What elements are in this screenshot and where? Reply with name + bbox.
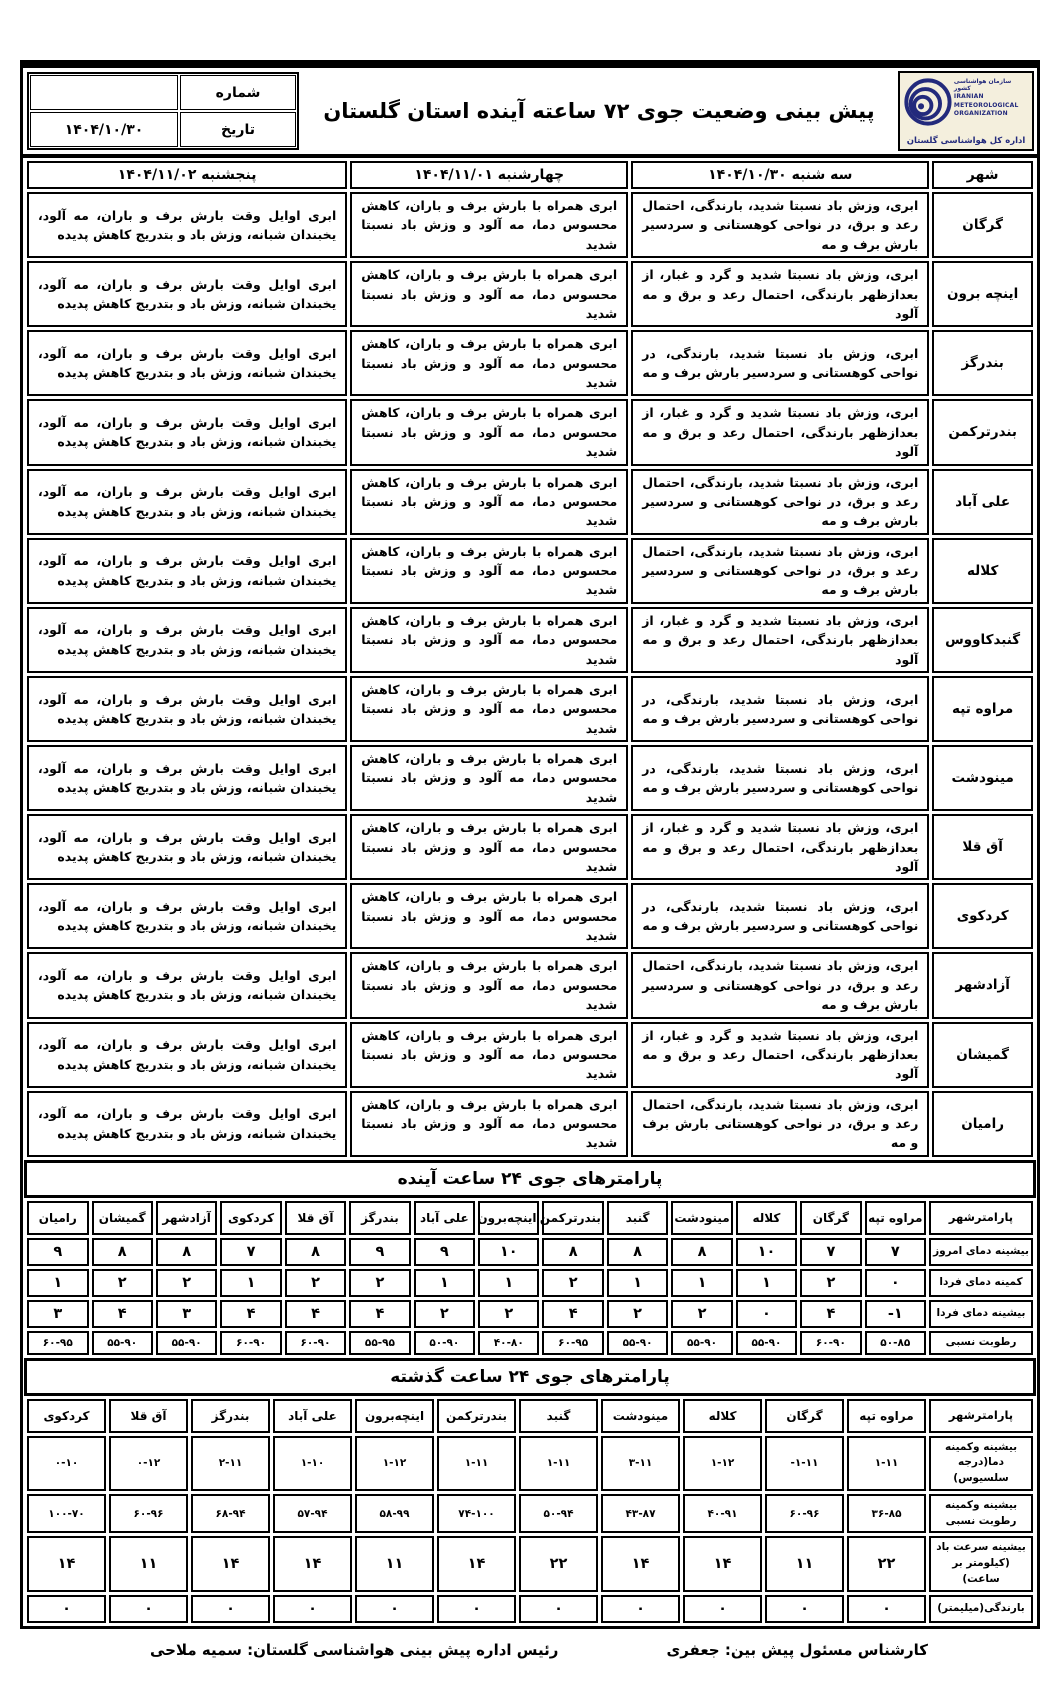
forecast-text-day1: ابری، وزش باد نسبتا شدید، بارندگی، در نواحی کوهستانی و سردسیر بارش برف و مه: [631, 745, 929, 811]
params-header-row: [27, 1399, 1033, 1433]
param-value: ۵۵-۹۰: [156, 1331, 217, 1355]
param-value: ۰: [191, 1595, 270, 1623]
forecast-text-day1: ابری، وزش باد نسبتا شدید و گرد و غبار، از بعدازظهر بارندگی، احتمال رعد و برق و مه آلود: [631, 607, 929, 673]
param-value: ۹: [349, 1238, 410, 1266]
param-value: ۱۴: [27, 1536, 106, 1591]
number-value: [30, 75, 178, 110]
param-value: ۲-۱۱: [191, 1436, 270, 1491]
param-city-header: بندرترکمن: [437, 1399, 516, 1433]
param-value: ۲۲: [847, 1536, 926, 1591]
date-value: ۱۴۰۴/۱۰/۳۰: [30, 112, 178, 147]
param-city-header: مراوه تپه: [865, 1201, 926, 1235]
param-value: ۱: [671, 1269, 732, 1297]
param-city-header: بندرگز: [349, 1201, 410, 1235]
param-value: ۰: [865, 1269, 926, 1297]
param-value: ۱۱: [109, 1536, 188, 1591]
param-value: ۴۳-۸۷: [601, 1494, 680, 1534]
param-value: ۵۵-۹۰: [736, 1331, 797, 1355]
param-value: ۱۱: [765, 1536, 844, 1591]
param-value: ۶۰-۹۰: [220, 1331, 281, 1355]
param-row-label: کمینه دمای فردا: [929, 1269, 1033, 1297]
forecast-row: [27, 814, 1033, 880]
param-value: ۱: [27, 1269, 89, 1297]
param-city-header: آق قلا: [109, 1399, 188, 1433]
param-value: ۸: [671, 1238, 732, 1266]
param-value: ۱: [478, 1269, 539, 1297]
forecaster-signature: کارشناس مسئول پیش بین: جعفری: [666, 1640, 928, 1659]
day3-column-header: پنجشنبه ۱۴۰۴/۱۱/۰۲: [27, 161, 347, 189]
param-value: ۱: [736, 1269, 797, 1297]
param-value: ۴: [220, 1300, 281, 1328]
param-value: ۵۸-۹۹: [355, 1494, 434, 1534]
param-city-header: کردکوی: [27, 1399, 106, 1433]
param-value: ۱-۱۰: [273, 1436, 352, 1491]
param-city-header: گمیشان: [92, 1201, 153, 1235]
param-city-header: گرگان: [800, 1201, 861, 1235]
param-value: ۱۴: [273, 1536, 352, 1591]
forecast-text-day2: ابری همراه با بارش برف و باران، کاهش محسوس دما، مه آلود و وزش باد نسبتا شدید: [350, 330, 628, 396]
city-name: مراوه تپه: [932, 676, 1033, 742]
forecast-text-day3: ابری اوایل وقت بارش برف و باران، مه آلود، یخبندان شبانه، وزش باد و بتدریج کاهش پدیده: [27, 814, 347, 880]
param-value: ۹: [27, 1238, 89, 1266]
param-value: ۶۰-۹۰: [800, 1331, 861, 1355]
past-params-wrap: [23, 1396, 1037, 1626]
forecast-table-wrap: [23, 158, 1037, 1160]
param-value: ۷: [220, 1238, 281, 1266]
org-name-en-3: ORGANIZATION: [953, 109, 1008, 117]
forecast-row: [27, 192, 1033, 258]
param-value: ۱: [607, 1269, 668, 1297]
param-city-header: مراوه تپه: [847, 1399, 926, 1433]
forecast-row: [27, 952, 1033, 1018]
param-value: ۷: [800, 1238, 861, 1266]
param-value: ۱-۱۲: [683, 1436, 762, 1491]
param-value: ۷۴-۱۰۰: [437, 1494, 516, 1534]
param-value: ۱۴: [191, 1536, 270, 1591]
param-value: ۵۵-۹۰: [92, 1331, 153, 1355]
city-name: بندرگز: [932, 330, 1033, 396]
param-value: ۰-۱۰: [27, 1436, 106, 1491]
meteorological-spiral-icon: [902, 76, 954, 128]
param-value: ۵۵-۹۰: [671, 1331, 732, 1355]
past-params-title: پارامترهای جوی ۲۴ ساعت گذشته: [24, 1358, 1036, 1396]
param-row: [27, 1536, 1033, 1591]
param-value: ۱-۱۱: [519, 1436, 598, 1491]
future-params-wrap: [23, 1198, 1037, 1358]
forecast-text-day1: ابری، وزش باد نسبتا شدید، بارندگی، احتمال رعد و برق، در نواحی کوهستانی و سردسیر بارش برف و مه: [631, 469, 929, 535]
param-value: ۴: [92, 1300, 153, 1328]
day1-column-header: سه شنبه ۱۴۰۴/۱۰/۳۰: [631, 161, 929, 189]
org-name-en-1: IRANIAN: [953, 93, 984, 101]
forecast-header-row: [27, 161, 1033, 189]
param-value: ۱-۱۱: [847, 1436, 926, 1491]
org-name-lines: [954, 76, 1030, 117]
forecast-row: [27, 261, 1033, 327]
office-name: اداره کل هواشناسی گلستان: [906, 136, 1026, 146]
city-name: آزادشهر: [932, 952, 1033, 1018]
city-name: علی آباد: [932, 469, 1033, 535]
param-value: ۲: [349, 1269, 410, 1297]
forecast-text-day1: ابری، وزش باد نسبتا شدید و گرد و غبار، از بعدازظهر بارندگی، احتمال رعد و برق و مه آلود: [631, 814, 929, 880]
org-name-fa: سازمان هواشناسی کشور: [953, 78, 1012, 93]
forecast-text-day1: ابری، وزش باد نسبتا شدید و گرد و غبار، از بعدازظهر بارندگی، احتمال رعد و برق و مه آلود: [631, 399, 929, 465]
param-value: ۰: [273, 1595, 352, 1623]
document-frame: [20, 60, 1040, 1629]
forecast-row: [27, 330, 1033, 396]
forecast-text-day3: ابری اوایل وقت بارش برف و باران، مه آلود، یخبندان شبانه، وزش باد و بتدریج کاهش پدیده: [27, 676, 347, 742]
day2-column-header: چهارشنبه ۱۴۰۴/۱۱/۰۱: [350, 161, 628, 189]
param-value: ۸: [92, 1238, 153, 1266]
forecast-text-day3: ابری اوایل وقت بارش برف و باران، مه آلود، یخبندان شبانه، وزش باد و بتدریج کاهش پدیده: [27, 883, 347, 949]
param-city-header: علی آباد: [273, 1399, 352, 1433]
param-value: ۰: [519, 1595, 598, 1623]
param-city-header: گنبد: [519, 1399, 598, 1433]
forecast-table: [24, 158, 1036, 1160]
forecast-text-day1: ابری، وزش باد نسبتا شدید، بارندگی، احتمال رعد و برق، در نواحی کوهستانی بارش برف و مه: [631, 1091, 929, 1157]
param-value: ۲: [478, 1300, 539, 1328]
param-value: ۶۰-۹۶: [765, 1494, 844, 1534]
date-label: تاریخ: [180, 112, 296, 147]
forecast-text-day3: ابری اوایل وقت بارش برف و باران، مه آلود، یخبندان شبانه، وزش باد و بتدریج کاهش پدیده: [27, 745, 347, 811]
param-city-corner: پارامترشهر: [929, 1201, 1033, 1235]
city-name: گنبدکاووس: [932, 607, 1033, 673]
org-logo: [898, 71, 1034, 151]
param-row: [27, 1238, 1033, 1266]
param-value: ۰: [736, 1300, 797, 1328]
forecast-text-day3: ابری اوایل وقت بارش برف و باران، مه آلود، یخبندان شبانه، وزش باد و بتدریج کاهش پدیده: [27, 261, 347, 327]
forecast-text-day2: ابری همراه با بارش برف و باران، کاهش محسوس دما، مه آلود و وزش باد نسبتا شدید: [350, 1022, 628, 1088]
param-value: ۱-۱۱: [437, 1436, 516, 1491]
param-value: ۱۰: [736, 1238, 797, 1266]
number-label: شماره: [180, 75, 296, 110]
params-header-row: [27, 1201, 1033, 1235]
param-value: ۵۷-۹۴: [273, 1494, 352, 1534]
document-header: [23, 68, 1037, 158]
forecast-text-day2: ابری همراه با بارش برف و باران، کاهش محسوس دما، مه آلود و وزش باد نسبتا شدید: [350, 883, 628, 949]
param-value: ۲: [542, 1269, 603, 1297]
org-logo-top: [902, 76, 1030, 128]
head-signature: رئیس اداره پیش بینی هواشناسی گلستان: سمیه ملاحی: [150, 1640, 559, 1659]
param-value: ۴: [349, 1300, 410, 1328]
param-city-header: گنبد: [607, 1201, 668, 1235]
param-value: ۶۰-۹۶: [109, 1494, 188, 1534]
param-value: ۱-۱۲: [355, 1436, 434, 1491]
param-value: ۱۴: [601, 1536, 680, 1591]
param-value: ۱۰: [478, 1238, 539, 1266]
param-value: ۸: [285, 1238, 346, 1266]
page-title: پیش بینی وضعیت جوی ۷۲ ساعته آینده استان گلستان: [323, 99, 875, 123]
forecast-row: [27, 883, 1033, 949]
forecast-text-day2: ابری همراه با بارش برف و باران، کاهش محسوس دما، مه آلود و وزش باد نسبتا شدید: [350, 607, 628, 673]
city-name: رامیان: [932, 1091, 1033, 1157]
param-value: ۸: [542, 1238, 603, 1266]
forecast-text-day1: ابری، وزش باد نسبتا شدید، بارندگی، در نواحی کوهستانی و سردسیر بارش برف و مه: [631, 676, 929, 742]
forecast-row: [27, 745, 1033, 811]
param-city-header: آزادشهر: [156, 1201, 217, 1235]
param-value: ۲: [607, 1300, 668, 1328]
param-value: ۴۰-۸۰: [478, 1331, 539, 1355]
param-city-header: مینودشت: [601, 1399, 680, 1433]
param-city-header: رامیان: [27, 1201, 89, 1235]
param-city-header: بندرترکمن: [542, 1201, 603, 1235]
param-row-label: بیشینه وکمینه رطوبت نسبی: [929, 1494, 1033, 1534]
param-value: ۲: [92, 1269, 153, 1297]
forecast-text-day3: ابری اوایل وقت بارش برف و باران، مه آلود، یخبندان شبانه، وزش باد و بتدریج کاهش پدیده: [27, 1091, 347, 1157]
city-name: بندرترکمن: [932, 399, 1033, 465]
forecast-text-day1: ابری، وزش باد نسبتا شدید، بارندگی، احتمال رعد و برق، در نواحی کوهستانی و سردسیر بارش برف و مه: [631, 192, 929, 258]
forecast-text-day2: ابری همراه با بارش برف و باران، کاهش محسوس دما، مه آلود و وزش باد نسبتا شدید: [350, 952, 628, 1018]
forecast-row: [27, 538, 1033, 604]
forecast-text-day1: ابری، وزش باد نسبتا شدید، بارندگی، در نواحی کوهستانی و سردسیر بارش برف و مه: [631, 883, 929, 949]
forecast-text-day1: ابری، وزش باد نسبتا شدید، بارندگی، احتمال رعد و برق، در نواحی کوهستانی و سردسیر بارش برف و مه: [631, 952, 929, 1018]
param-value: ۳۶-۸۵: [847, 1494, 926, 1534]
param-value: ۰-۱۲: [109, 1436, 188, 1491]
param-value: ۰: [683, 1595, 762, 1623]
param-value: ۴: [285, 1300, 346, 1328]
forecast-text-day3: ابری اوایل وقت بارش برف و باران، مه آلود، یخبندان شبانه، وزش باد و بتدریج کاهش پدیده: [27, 538, 347, 604]
city-name: گرگان: [932, 192, 1033, 258]
param-value: -۱-۱۱: [765, 1436, 844, 1491]
city-name: مینودشت: [932, 745, 1033, 811]
param-value: ۶۰-۹۰: [285, 1331, 346, 1355]
param-value: ۷: [865, 1238, 926, 1266]
forecast-text-day3: ابری اوایل وقت بارش برف و باران، مه آلود، یخبندان شبانه، وزش باد و بتدریج کاهش پدیده: [27, 469, 347, 535]
forecast-text-day1: ابری، وزش باد نسبتا شدید، بارندگی، احتمال رعد و برق، در نواحی کوهستانی و سردسیر بارش برف و مه: [631, 538, 929, 604]
param-value: ۳: [156, 1300, 217, 1328]
forecast-text-day3: ابری اوایل وقت بارش برف و باران، مه آلود، یخبندان شبانه، وزش باد و بتدریج کاهش پدیده: [27, 399, 347, 465]
forecast-text-day2: ابری همراه با بارش برف و باران، کاهش محسوس دما، مه آلود و وزش باد نسبتا شدید: [350, 399, 628, 465]
param-city-header: بندرگز: [191, 1399, 270, 1433]
param-city-header: آق قلا: [285, 1201, 346, 1235]
param-value: ۰: [437, 1595, 516, 1623]
param-value: ۵۵-۹۰: [607, 1331, 668, 1355]
param-value: ۹: [414, 1238, 475, 1266]
param-value: ۲: [414, 1300, 475, 1328]
forecast-text-day3: ابری اوایل وقت بارش برف و باران، مه آلود، یخبندان شبانه، وزش باد و بتدریج کاهش پدیده: [27, 607, 347, 673]
forecast-text-day3: ابری اوایل وقت بارش برف و باران، مه آلود، یخبندان شبانه، وزش باد و بتدریج کاهش پدیده: [27, 1022, 347, 1088]
param-value: ۸: [607, 1238, 668, 1266]
forecast-text-day2: ابری همراه با بارش برف و باران، کاهش محسوس دما، مه آلود و وزش باد نسبتا شدید: [350, 814, 628, 880]
forecast-text-day3: ابری اوایل وقت بارش برف و باران، مه آلود، یخبندان شبانه، وزش باد و بتدریج کاهش پدیده: [27, 952, 347, 1018]
param-row-label: بیشینه دمای امروز: [929, 1238, 1033, 1266]
param-city-header: گرگان: [765, 1399, 844, 1433]
param-row-label: بیشینه سرعت باد (کیلومتر بر ساعت): [929, 1536, 1033, 1591]
param-value: ۶۸-۹۴: [191, 1494, 270, 1534]
org-name-en-2: METEOROLOGICAL: [953, 101, 1019, 109]
param-value: ۲: [671, 1300, 732, 1328]
param-city-header: کردکوی: [220, 1201, 281, 1235]
param-city-header: مینودشت: [671, 1201, 732, 1235]
forecast-text-day2: ابری همراه با بارش برف و باران، کاهش محسوس دما، مه آلود و وزش باد نسبتا شدید: [350, 745, 628, 811]
forecast-text-day2: ابری همراه با بارش برف و باران، کاهش محسوس دما، مه آلود و وزش باد نسبتا شدید: [350, 676, 628, 742]
forecast-text-day2: ابری همراه با بارش برف و باران، کاهش محسوس دما، مه آلود و وزش باد نسبتا شدید: [350, 192, 628, 258]
param-row: [27, 1300, 1033, 1328]
param-value: ۰: [765, 1595, 844, 1623]
forecast-row: [27, 1022, 1033, 1088]
param-city-header: اینچه‌برون: [355, 1399, 434, 1433]
signatures: [20, 1635, 1040, 1681]
param-row-label: بیشینه دمای فردا: [929, 1300, 1033, 1328]
forecast-text-day2: ابری همراه با بارش برف و باران، کاهش محسوس دما، مه آلود و وزش باد نسبتا شدید: [350, 538, 628, 604]
forecast-text-day1: ابری، وزش باد نسبتا شدید، بارندگی، در نواحی کوهستانی و سردسیر بارش برف و مه: [631, 330, 929, 396]
future-params-title: پارامترهای جوی ۲۴ ساعت آینده: [24, 1160, 1036, 1198]
forecast-text-day1: ابری، وزش باد نسبتا شدید و گرد و غبار، از بعدازظهر بارندگی، احتمال رعد و برق و مه آلود: [631, 1022, 929, 1088]
param-value: ۰: [601, 1595, 680, 1623]
param-row: [27, 1331, 1033, 1355]
param-value: ۲: [156, 1269, 217, 1297]
param-value: ۰: [27, 1595, 106, 1623]
param-value: ۰: [109, 1595, 188, 1623]
bulletin-page: [0, 60, 1060, 1681]
param-city-header: علی آباد: [414, 1201, 475, 1235]
param-row: [27, 1436, 1033, 1491]
param-value: -۱: [865, 1300, 926, 1328]
param-value: ۶۰-۹۵: [27, 1331, 89, 1355]
forecast-row: [27, 469, 1033, 535]
param-value: ۲: [285, 1269, 346, 1297]
param-value: ۵۰-۹۰: [414, 1331, 475, 1355]
param-value: ۱۴: [683, 1536, 762, 1591]
param-value: ۶۰-۹۵: [542, 1331, 603, 1355]
param-row: [27, 1595, 1033, 1623]
past-params-table: [24, 1396, 1036, 1626]
param-city-header: اینچه‌برون: [478, 1201, 539, 1235]
city-name: گمیشان: [932, 1022, 1033, 1088]
forecast-row: [27, 676, 1033, 742]
param-value: ۱: [414, 1269, 475, 1297]
param-value: ۴: [800, 1300, 861, 1328]
title-area: [303, 68, 895, 154]
forecast-row: [27, 1091, 1033, 1157]
number-date-block: [27, 72, 299, 150]
forecast-row: [27, 399, 1033, 465]
param-value: ۸: [156, 1238, 217, 1266]
param-value: ۰: [355, 1595, 434, 1623]
city-name: کلاله: [932, 538, 1033, 604]
document-page: [0, 60, 1060, 1681]
param-value: ۱: [220, 1269, 281, 1297]
forecast-text-day3: ابری اوایل وقت بارش برف و باران، مه آلود، یخبندان شبانه، وزش باد و بتدریج کاهش پدیده: [27, 192, 347, 258]
future-params-table: [24, 1198, 1036, 1358]
forecast-text-day2: ابری همراه با بارش برف و باران، کاهش محسوس دما، مه آلود و وزش باد نسبتا شدید: [350, 1091, 628, 1157]
param-value: ۵۰-۹۴: [519, 1494, 598, 1534]
forecast-row: [27, 607, 1033, 673]
param-row-label: بیشینه وکمینه دما(درجه سلسیوس): [929, 1436, 1033, 1491]
param-row: [27, 1269, 1033, 1297]
param-value: ۵۰-۸۵: [865, 1331, 926, 1355]
param-city-corner: پارامترشهر: [929, 1399, 1033, 1433]
city-name: آق قلا: [932, 814, 1033, 880]
param-value: ۱۰۰-۷۰: [27, 1494, 106, 1534]
param-value: ۴: [542, 1300, 603, 1328]
param-value: ۵۵-۹۵: [349, 1331, 410, 1355]
param-value: ۳: [27, 1300, 89, 1328]
forecast-text-day2: ابری همراه با بارش برف و باران، کاهش محسوس دما، مه آلود و وزش باد نسبتا شدید: [350, 469, 628, 535]
param-row-label: رطوبت نسبی: [929, 1331, 1033, 1355]
forecast-text-day1: ابری، وزش باد نسبتا شدید و گرد و غبار، از بعدازظهر بارندگی، احتمال رعد و برق و مه آلود: [631, 261, 929, 327]
param-value: ۰: [847, 1595, 926, 1623]
city-name: کردکوی: [932, 883, 1033, 949]
param-value: ۳-۱۱: [601, 1436, 680, 1491]
param-row-label: بارندگی(میلیمتر): [929, 1595, 1033, 1623]
param-value: ۱۴: [437, 1536, 516, 1591]
param-value: ۴۰-۹۱: [683, 1494, 762, 1534]
city-column-header: شهر: [932, 161, 1033, 189]
param-city-header: کلاله: [736, 1201, 797, 1235]
forecast-text-day3: ابری اوایل وقت بارش برف و باران، مه آلود، یخبندان شبانه، وزش باد و بتدریج کاهش پدیده: [27, 330, 347, 396]
param-value: ۲۲: [519, 1536, 598, 1591]
param-city-header: کلاله: [683, 1399, 762, 1433]
forecast-text-day2: ابری همراه با بارش برف و باران، کاهش محسوس دما، مه آلود و وزش باد نسبتا شدید: [350, 261, 628, 327]
param-value: ۲: [800, 1269, 861, 1297]
city-name: اینچه برون: [932, 261, 1033, 327]
param-value: ۱۱: [355, 1536, 434, 1591]
